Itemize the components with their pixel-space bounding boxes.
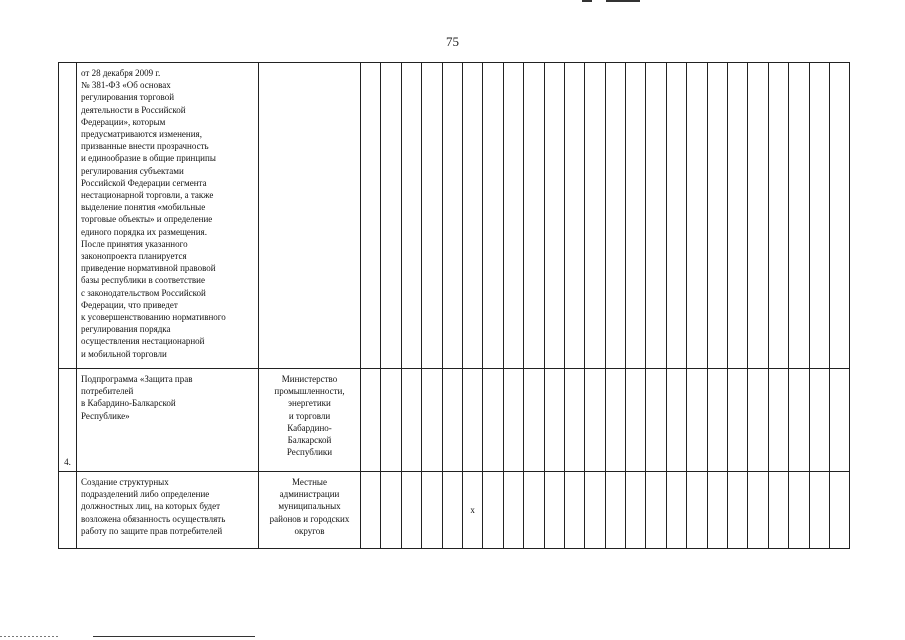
description-line: в Кабардино-Балкарской (81, 398, 176, 409)
period-cell (544, 63, 564, 369)
description-line: потребителей (81, 386, 134, 397)
description-line: регулирования порядка (81, 324, 171, 335)
period-cell (728, 369, 748, 472)
period-cell (544, 369, 564, 472)
period-cell (483, 63, 503, 369)
description-line: работу по защите прав потребителей (81, 525, 223, 536)
description-line: должностных лиц, на которых будет (81, 501, 221, 512)
period-cell (422, 369, 442, 472)
period-cell (768, 472, 788, 549)
executor-line: Республики (286, 447, 333, 458)
description-line: возложена обязанность осуществлять (81, 513, 226, 524)
period-cell (605, 63, 625, 369)
period-cell (646, 63, 666, 369)
period-cell (646, 369, 666, 472)
executor-line: муниципальных (278, 501, 341, 512)
description-line: призванные внести прозрачность (81, 141, 209, 152)
executor-line: энергетики (288, 398, 331, 409)
executor-line: Кабардино- (287, 422, 332, 433)
description-line: Федерации», которым (81, 116, 166, 127)
description-line: Республике» (81, 410, 130, 421)
description-line: Федерации, что приведет (81, 299, 178, 310)
description-line: Подпрограмма «Защита прав (81, 374, 193, 384)
description-line: осуществления нестационарной (81, 336, 205, 347)
description-line: регулирования торговой (81, 92, 175, 103)
period-cell (585, 472, 605, 549)
period-cell (462, 63, 482, 369)
row-number: 4. (59, 369, 77, 472)
period-cell (789, 472, 809, 549)
period-cell (524, 472, 544, 549)
period-cell (626, 369, 646, 472)
period-cell (707, 472, 727, 549)
period-cell (748, 63, 768, 369)
period-cell (524, 63, 544, 369)
description-line: от 28 декабря 2009 г. (81, 68, 161, 78)
period-cell (666, 472, 686, 549)
period-cell (462, 369, 482, 472)
period-cell (789, 369, 809, 472)
period-cell (626, 63, 646, 369)
period-cell (442, 472, 462, 549)
period-cell (728, 63, 748, 369)
period-cell (401, 472, 421, 549)
description-line: нестационарной торговли, а также (81, 190, 214, 201)
table-row (59, 63, 850, 369)
period-cell (748, 472, 768, 549)
description-line: Создание структурных (81, 477, 169, 487)
description-line: предусматриваются изменения, (81, 129, 202, 140)
period-cell (381, 63, 401, 369)
period-cell (564, 63, 584, 369)
executor-line: и торговли (288, 410, 331, 421)
period-cell (524, 369, 544, 472)
period-cell (768, 369, 788, 472)
bottom-edge-mark (93, 636, 255, 637)
period-cell (687, 369, 707, 472)
period-cell (361, 369, 381, 472)
executor-line: Местные (292, 477, 327, 487)
period-cell (503, 472, 523, 549)
bottom-edge-dots (0, 636, 60, 637)
period-cell (422, 472, 442, 549)
period-cell (361, 472, 381, 549)
description-line: выделение понятия «мобильные (81, 202, 206, 213)
description-line: и мобильной торговли (81, 348, 167, 359)
period-cell (829, 369, 849, 472)
period-cell (381, 472, 401, 549)
description-line: подразделений либо определение (81, 489, 210, 500)
period-cell (687, 63, 707, 369)
period-cell (666, 369, 686, 472)
table-row (59, 369, 850, 472)
description-line: к усовершенствованию нормативного (81, 312, 226, 323)
period-cell (728, 472, 748, 549)
period-cell (442, 369, 462, 472)
period-cell (809, 63, 829, 369)
description-line: единого порядка их размещения. (81, 226, 207, 237)
description-line: Российской Федерации сегмента (81, 177, 207, 188)
executor-line: Министерство (281, 374, 338, 384)
description-line: деятельности в Российской (81, 104, 186, 115)
period-cell (789, 63, 809, 369)
period-cell (401, 369, 421, 472)
period-cell (646, 472, 666, 549)
period-cell (687, 472, 707, 549)
executor (259, 63, 361, 369)
table-row (59, 472, 850, 549)
period-cell (809, 472, 829, 549)
executor-line: районов и городских (269, 513, 350, 524)
period-cell (422, 63, 442, 369)
period-cell (564, 472, 584, 549)
executor (259, 472, 361, 549)
activity-description (77, 472, 259, 549)
period-cell (829, 472, 849, 549)
activity-description (77, 63, 259, 369)
row-number (59, 63, 77, 369)
period-cell (503, 369, 523, 472)
period-cell (707, 369, 727, 472)
description-line: базы республики в соответствие (81, 275, 205, 286)
period-cell (707, 63, 727, 369)
executor-line: промышленности, (274, 386, 345, 397)
description-line: и единообразие в общие принципы (81, 153, 216, 164)
description-line: регулирования субъектами (81, 165, 184, 176)
description-line: торговые объекты» и определение (81, 214, 213, 225)
executor-line: администрации (279, 489, 340, 500)
period-cell (829, 63, 849, 369)
executor-line: Балкарской (287, 435, 332, 446)
period-cell (401, 63, 421, 369)
description-line: № 381-ФЗ «Об основах (81, 80, 171, 91)
period-cell (585, 369, 605, 472)
plan-table (58, 62, 850, 549)
executor-line: округов (294, 525, 325, 536)
period-cell (442, 63, 462, 369)
period-mark: x (462, 472, 482, 549)
period-cell (809, 369, 829, 472)
description-line: приведение нормативной правовой (81, 263, 216, 274)
description-line: с законодательством Российской (81, 287, 206, 298)
period-cell (768, 63, 788, 369)
period-cell (381, 369, 401, 472)
page-number: 75 (446, 34, 459, 49)
row-number (59, 472, 77, 549)
period-cell (564, 369, 584, 472)
period-cell (503, 63, 523, 369)
description-line: После принятия указанного (81, 238, 188, 249)
period-cell (585, 63, 605, 369)
period-cell (544, 472, 564, 549)
period-cell (666, 63, 686, 369)
activity-description (77, 369, 259, 472)
period-cell (483, 472, 503, 549)
period-cell (361, 63, 381, 369)
period-cell (626, 472, 646, 549)
period-cell (748, 369, 768, 472)
top-edge-mark (582, 0, 642, 2)
period-cell (605, 369, 625, 472)
description-line: законопроекта планируется (81, 251, 187, 262)
period-cell (483, 369, 503, 472)
period-cell (605, 472, 625, 549)
executor (259, 369, 361, 472)
